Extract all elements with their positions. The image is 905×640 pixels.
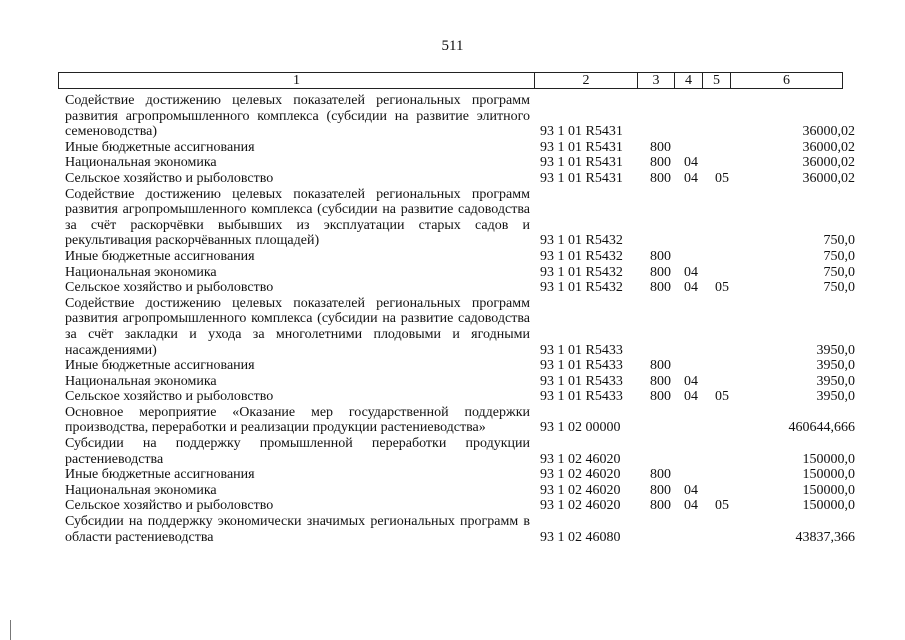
row-col5: 05: [715, 280, 729, 296]
row-code: 93 1 01 R5433: [540, 342, 623, 358]
table-row: [65, 265, 855, 281]
row-code: 93 1 01 R5431: [540, 124, 623, 140]
row-code: 93 1 01 R5432: [540, 248, 623, 264]
row-name: Иные бюджетные ассигнования: [65, 358, 255, 374]
row-code: 93 1 01 R5431: [540, 170, 623, 186]
table-row: [65, 249, 855, 265]
row-name: Сельское хозяйство и рыболовство: [65, 280, 274, 296]
row-code: 93 1 02 46020: [540, 498, 621, 514]
row-value: 460644,666: [788, 420, 855, 436]
row-value: 3950,0: [816, 389, 855, 405]
table-row: [65, 389, 855, 405]
row-name: Национальная экономика: [65, 482, 217, 498]
row-value: 750,0: [823, 280, 855, 296]
table-row: [65, 483, 855, 499]
row-name: Иные бюджетные ассигнования: [65, 467, 255, 483]
row-value: 36000,02: [802, 124, 855, 140]
row-name: Субсидии на поддержку промышленной переработки продукции растениеводства: [65, 436, 530, 467]
table-row: [65, 436, 855, 467]
table-row: [65, 514, 855, 545]
row-name: Содействие достижению целевых показателей региональных программ развития агропромышленного комплекса (субсидии на развитие садоводства за счёт закладки и ухода за многолетними плодовыми и ягодными насаждениями): [65, 295, 530, 358]
row-value: 3950,0: [816, 358, 855, 374]
row-col3: 800: [650, 248, 671, 264]
row-value: 36000,02: [802, 170, 855, 186]
row-code: 93 1 02 46080: [540, 529, 621, 545]
row-code: 93 1 02 46020: [540, 451, 621, 467]
table-row: [65, 467, 855, 483]
row-value: 3950,0: [816, 373, 855, 389]
budget-rows: [65, 93, 855, 545]
column-header-5: 5: [703, 73, 731, 89]
column-header-1: 1: [59, 73, 535, 89]
row-col4: 04: [684, 170, 698, 186]
row-code: 93 1 01 R5433: [540, 358, 623, 374]
row-col5: 05: [715, 170, 729, 186]
row-col4: 04: [684, 498, 698, 514]
row-name: Сельское хозяйство и рыболовство: [65, 389, 274, 405]
row-col3: 800: [650, 280, 671, 296]
table-row: [65, 155, 855, 171]
row-name: Иные бюджетные ассигнования: [65, 139, 255, 155]
row-value: 36000,02: [802, 139, 855, 155]
row-code: 93 1 01 R5431: [540, 155, 623, 171]
row-col3: 800: [650, 264, 671, 280]
row-name: Основное мероприятие «Оказание мер государственной поддержки производства, переработки и реализации продукции растениеводства»: [65, 404, 530, 436]
column-header-4: 4: [675, 73, 703, 89]
row-value: 150000,0: [802, 451, 855, 467]
scan-edge-mark: [10, 620, 11, 640]
row-code: 93 1 02 46020: [540, 467, 621, 483]
row-value: 750,0: [823, 264, 855, 280]
row-col3: 800: [650, 498, 671, 514]
row-value: 150000,0: [802, 498, 855, 514]
row-col3: 800: [650, 358, 671, 374]
row-name: Субсидии на поддержку экономически значимых региональных программ в области растениеводства: [65, 514, 530, 545]
row-col3: 800: [650, 389, 671, 405]
row-col4: 04: [684, 373, 698, 389]
page-number: 511: [441, 38, 464, 54]
row-code: 93 1 01 R5432: [540, 233, 623, 249]
row-value: 150000,0: [802, 482, 855, 498]
column-header-table: [58, 72, 843, 89]
row-code: 93 1 02 00000: [540, 420, 621, 436]
table-row: [65, 374, 855, 390]
row-col3: 800: [650, 170, 671, 186]
row-name: Сельское хозяйство и рыболовство: [65, 170, 274, 186]
row-name: Национальная экономика: [65, 373, 217, 389]
row-col3: 800: [650, 467, 671, 483]
row-code: 93 1 01 R5433: [540, 373, 623, 389]
table-row: [65, 93, 855, 140]
row-value: 750,0: [823, 233, 855, 249]
row-value: 150000,0: [802, 467, 855, 483]
row-code: 93 1 01 R5431: [540, 139, 623, 155]
table-row: [65, 280, 855, 296]
row-name: Содействие достижению целевых показателей региональных программ развития агропромышленного комплекса (субсидии на развитие элитного семеноводства): [65, 93, 530, 140]
table-row: [65, 498, 855, 514]
row-value: 43837,366: [795, 529, 855, 545]
row-col4: 04: [684, 389, 698, 405]
row-value: 750,0: [823, 248, 855, 264]
column-header-3: 3: [638, 73, 675, 89]
row-col5: 05: [715, 389, 729, 405]
row-value: 36000,02: [802, 155, 855, 171]
table-row: [65, 358, 855, 374]
row-name: Национальная экономика: [65, 155, 217, 171]
row-col4: 04: [684, 264, 698, 280]
row-code: 93 1 02 46020: [540, 482, 621, 498]
row-col3: 800: [650, 155, 671, 171]
row-code: 93 1 01 R5432: [540, 280, 623, 296]
row-col5: 05: [715, 498, 729, 514]
row-name: Сельское хозяйство и рыболовство: [65, 498, 274, 514]
row-col4: 04: [684, 482, 698, 498]
table-row: [65, 296, 855, 358]
row-col4: 04: [684, 155, 698, 171]
row-col3: 800: [650, 482, 671, 498]
row-name: Иные бюджетные ассигнования: [65, 248, 255, 264]
row-code: 93 1 01 R5432: [540, 264, 623, 280]
row-value: 3950,0: [816, 342, 855, 358]
row-col3: 800: [650, 373, 671, 389]
row-col4: 04: [684, 280, 698, 296]
row-col3: 800: [650, 139, 671, 155]
row-code: 93 1 01 R5433: [540, 389, 623, 405]
column-header-2: 2: [535, 73, 638, 89]
row-name: Национальная экономика: [65, 264, 217, 280]
table-row: [65, 405, 855, 436]
row-name: Содействие достижению целевых показателей региональных программ развития агропромышленного комплекса (субсидии на развитие садоводства за счёт раскорчёвки выбывших из эксплуатации старых садов и рекультивация раскорчёванных площадей): [65, 186, 530, 249]
column-header-6: 6: [731, 73, 843, 89]
table-row: [65, 140, 855, 156]
table-row: [65, 187, 855, 249]
table-row: [65, 171, 855, 187]
